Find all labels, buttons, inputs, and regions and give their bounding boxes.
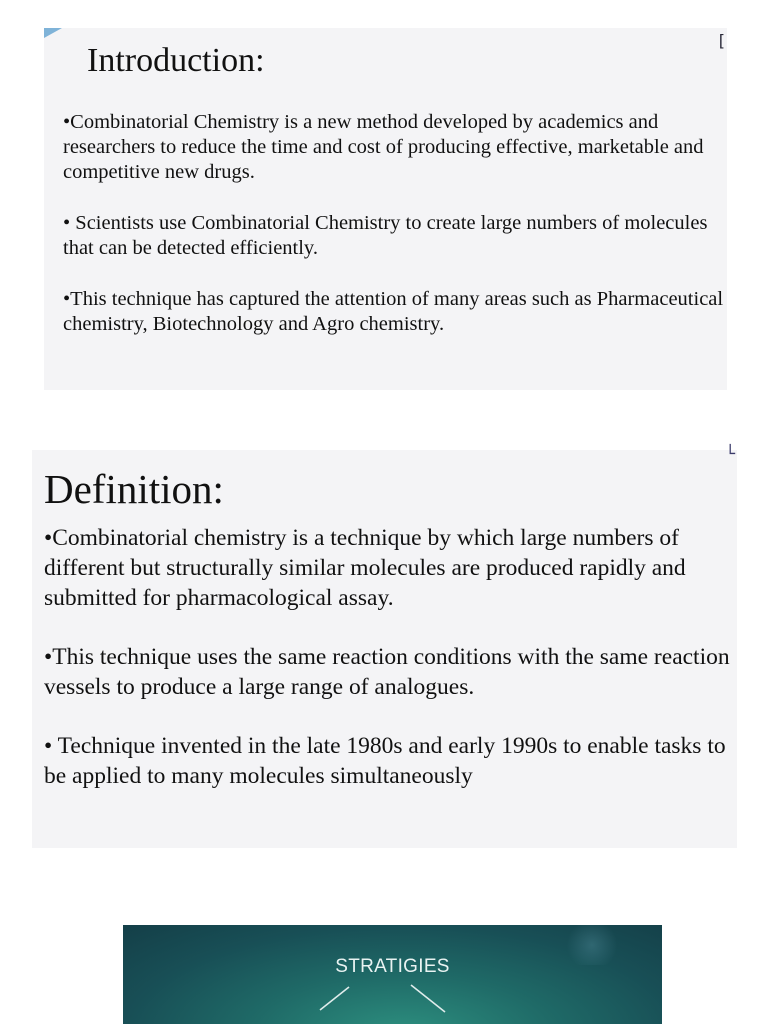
strategies-branch-arrows xyxy=(123,925,662,1024)
strategies-slide xyxy=(123,925,662,1024)
definition-bullet: •This technique uses the same reaction conditions with the same reaction vessels to produce a large range of analogues. xyxy=(44,644,730,700)
definition-title: Definition: xyxy=(44,466,224,512)
introduction-bullet-list xyxy=(63,110,725,363)
introduction-bullet: •Combinatorial Chemistry is a new method developed by academics and researchers to reduce the time and cost of producing effective, marketable and competitive new drugs. xyxy=(63,111,704,183)
strategies-title: STRATIGIES xyxy=(335,956,450,977)
definition-bullet: •Combinatorial chemistry is a technique by which large numbers of different but structurally similar molecules are produced rapidly and submitted for pharmacological assay. xyxy=(44,525,686,611)
edge-corner-glyph: └ xyxy=(725,444,735,463)
edge-bracket-glyph: [ xyxy=(718,31,725,50)
definition-bullet-list xyxy=(44,523,736,820)
definition-bullet: • Technique invented in the late 1980s and early 1990s to enable tasks to be applied to many molecules simultaneously xyxy=(44,733,726,789)
introduction-slide xyxy=(44,28,727,390)
definition-slide xyxy=(32,444,737,848)
corner-triangle-decoration xyxy=(44,28,62,38)
introduction-title: Introduction: xyxy=(87,42,265,79)
introduction-bullet: •This technique has captured the attention of many areas such as Pharmaceutical chemistry, Biotechnology and Agro chemistry. xyxy=(63,288,724,335)
introduction-bullet: • Scientists use Combinatorial Chemistry to create large numbers of molecules that can be detected efficiently. xyxy=(63,212,708,259)
right-branch-arrow xyxy=(411,985,445,1012)
left-branch-arrow xyxy=(320,987,349,1010)
